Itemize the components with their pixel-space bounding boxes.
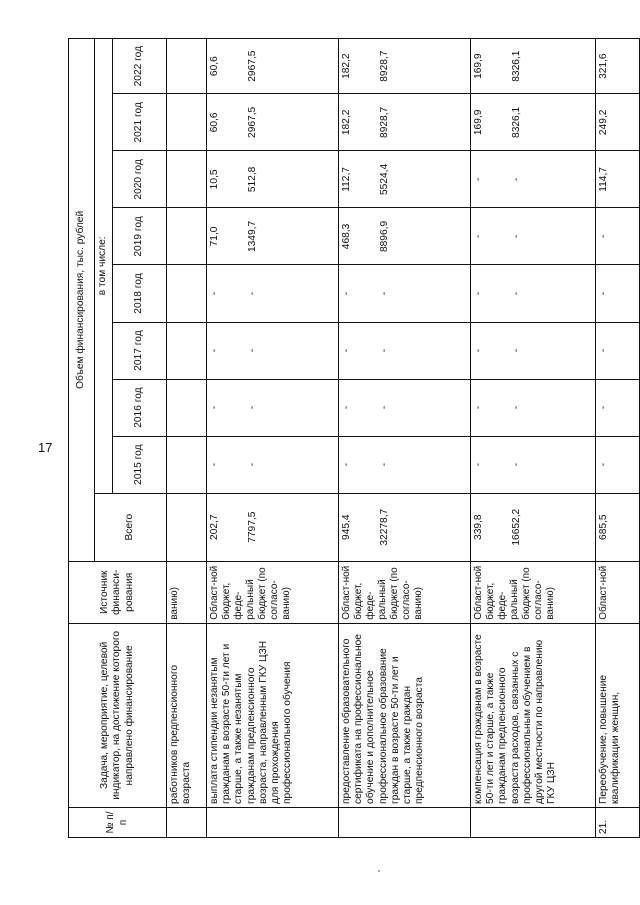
value-regional: 202,7 [209, 514, 220, 540]
value-regional: - [473, 462, 484, 467]
value-federal: 8928,7 [379, 50, 391, 82]
year-cell [167, 265, 207, 322]
rotated-table-wrapper [68, 38, 640, 838]
value-regional: - [473, 234, 484, 239]
value-regional: 71,0 [209, 226, 220, 247]
header-year: 2019 год [113, 208, 167, 265]
value-regional: 182,2 [341, 109, 352, 136]
value-federal: - [511, 177, 523, 182]
year-cell [207, 436, 339, 493]
value-regional: 169,9 [473, 109, 484, 136]
total-cell [339, 493, 471, 561]
value-federal: 5524,4 [379, 163, 391, 195]
value-regional: - [473, 405, 484, 410]
year-cell [207, 39, 339, 94]
scan-dot [378, 870, 380, 872]
value-federal: - [511, 291, 523, 296]
value-regional: - [473, 291, 484, 296]
year-cell [167, 151, 207, 208]
value-federal: 8896,9 [379, 220, 391, 253]
value-federal: - [247, 405, 259, 410]
year-cell [167, 379, 207, 436]
value-federal: 16652,2 [511, 508, 523, 546]
year-cell [207, 379, 339, 436]
value-federal: 2967,5 [247, 50, 259, 82]
year-cell [207, 265, 339, 322]
year-cell [596, 151, 640, 208]
header-no: № п/п [69, 807, 167, 837]
year-cell [471, 322, 596, 379]
value-federal: - [379, 405, 391, 410]
source-text: Област-ной бюджет, феде-ральный бюджет (по согласо-ванию) [471, 561, 596, 623]
value-regional: 321,6 [598, 53, 609, 79]
year-cell [339, 436, 471, 493]
total-cell [471, 493, 596, 561]
page-number: 17 [38, 440, 53, 455]
value-federal: - [379, 291, 391, 296]
task-text: работников предпенсионного возраста [167, 623, 207, 807]
row-number [207, 807, 339, 837]
year-cell [339, 151, 471, 208]
value-federal: - [379, 348, 391, 353]
year-cell [596, 265, 640, 322]
source-text: Област-ной бюджет, феде-ральный бюджет (по согласо-ванию) [339, 561, 471, 623]
value-federal: 512,8 [247, 166, 259, 193]
value-federal: - [511, 234, 523, 239]
year-cell [471, 94, 596, 151]
year-cell [471, 208, 596, 265]
value-regional [167, 94, 169, 150]
value-regional: - [473, 177, 484, 182]
year-cell [167, 39, 207, 94]
value-federal: 1349,7 [247, 220, 259, 253]
year-cell [596, 436, 640, 493]
total-cell [167, 493, 207, 561]
header-year: 2018 год [113, 265, 167, 322]
value-regional: - [598, 348, 609, 353]
header-year: 2022 год [113, 39, 167, 94]
value-regional: - [341, 405, 352, 410]
year-cell [207, 322, 339, 379]
value-regional: - [209, 348, 220, 353]
value-regional: 339,8 [473, 514, 484, 540]
source-text: ванию) [167, 561, 207, 623]
row-number [471, 807, 596, 837]
value-regional: 182,2 [341, 53, 352, 79]
year-cell [471, 379, 596, 436]
total-cell [596, 493, 640, 561]
table-row [596, 39, 640, 838]
value-regional [167, 265, 169, 321]
value-regional: 249,2 [598, 109, 609, 136]
value-regional: - [209, 405, 220, 410]
year-cell [339, 265, 471, 322]
value-regional: 112,7 [341, 167, 352, 192]
year-cell [339, 322, 471, 379]
table-row [471, 39, 596, 838]
value-regional: 468,3 [341, 223, 352, 250]
header-in-that: в том числе: [95, 39, 113, 494]
value-regional: - [598, 462, 609, 467]
value-federal: 8928,7 [379, 106, 391, 138]
value-federal: 8326,1 [511, 106, 523, 138]
year-cell [471, 151, 596, 208]
value-federal: - [511, 348, 523, 353]
year-cell [339, 94, 471, 151]
year-cell [207, 208, 339, 265]
year-cell [596, 94, 640, 151]
table-row [207, 39, 339, 838]
year-cell [596, 379, 640, 436]
value-regional: - [341, 462, 352, 467]
value-regional: - [341, 348, 352, 353]
value-regional: 685,5 [598, 514, 609, 540]
value-regional [167, 39, 169, 93]
value-regional: - [598, 234, 609, 239]
value-federal: - [247, 291, 259, 296]
value-federal: - [247, 348, 259, 353]
value-regional: - [341, 291, 352, 296]
value-regional: 945,4 [341, 514, 352, 540]
task-text: предоставление образовательного сертификата на профессиональное обучение и дополнительное профессиональное образование граждан в возрасте 50-ти лет и старше, а также граждан предпенсионного возраста [339, 623, 471, 807]
value-federal: 2967,5 [247, 106, 259, 138]
value-regional: - [598, 291, 609, 296]
value-federal: 32278,7 [379, 508, 391, 546]
row-number [339, 807, 471, 837]
year-cell [596, 208, 640, 265]
value-regional: 60,6 [209, 112, 220, 133]
task-text: Переобучение, повышение квалификации женщин, [596, 623, 640, 807]
table-row [339, 39, 471, 838]
value-regional: - [598, 405, 609, 410]
value-regional: - [209, 291, 220, 296]
value-regional: - [209, 462, 220, 467]
header-year: 2016 год [113, 379, 167, 436]
header-year: 2021 год [113, 94, 167, 151]
financing-table [68, 38, 640, 838]
year-cell [339, 379, 471, 436]
value-regional [167, 208, 169, 264]
task-text: компенсация гражданам в возрасте 50-ти лет и старше, а также гражданам предпенсионного возраста расходов, связанных с профессиональным обучением в другой местности по направлению ГКУ ЦЗН [471, 623, 596, 807]
header-total: Всего [95, 493, 167, 561]
header-source: Источник финанси-рования [69, 561, 167, 623]
year-cell [596, 322, 640, 379]
value-regional [167, 151, 169, 207]
header-year: 2020 год [113, 151, 167, 208]
value-federal: 8326,1 [511, 50, 523, 82]
header-volume: Объем финансирования, тыс. рублей [69, 39, 95, 562]
row-number: 21. [596, 807, 640, 837]
table-row [167, 39, 207, 838]
value-regional: - [473, 348, 484, 353]
value-federal: - [247, 462, 259, 467]
year-cell [471, 39, 596, 94]
year-cell [167, 436, 207, 493]
value-federal: - [511, 462, 523, 467]
year-cell [207, 94, 339, 151]
year-cell [167, 322, 207, 379]
value-regional [167, 437, 169, 493]
row-number [167, 807, 207, 837]
year-cell [471, 265, 596, 322]
year-cell [167, 94, 207, 151]
value-federal: 7797,5 [247, 511, 259, 543]
year-cell [339, 208, 471, 265]
source-text: Област-ной [596, 561, 640, 623]
value-regional: 60,6 [209, 56, 220, 77]
header-year: 2017 год [113, 322, 167, 379]
value-regional: 10,5 [209, 169, 220, 190]
total-cell [207, 493, 339, 561]
value-federal: - [379, 462, 391, 467]
value-regional: 169,9 [473, 53, 484, 79]
year-cell [471, 436, 596, 493]
year-cell [207, 151, 339, 208]
year-cell [339, 39, 471, 94]
value-regional [167, 494, 169, 561]
value-regional [167, 380, 169, 436]
value-regional [167, 323, 169, 379]
value-regional: 114,7 [598, 167, 609, 192]
task-text: выплата стипендии незанятым гражданам в возрасте 50-ти лет и старше, а также незанятым гражданам предпенсионного возраста, направленным ГКУ ЦЗН для прохождения профессионального обучения [207, 623, 339, 807]
year-cell [596, 39, 640, 94]
header-year: 2015 год [113, 436, 167, 493]
year-cell [167, 208, 207, 265]
value-federal: - [511, 405, 523, 410]
source-text: Област-ной бюджет, феде-ральный бюджет (по согласо-ванию) [207, 561, 339, 623]
header-task: Задача, мероприятие, целевой индикатор, на достижение которого направлено финансирование [69, 623, 167, 807]
